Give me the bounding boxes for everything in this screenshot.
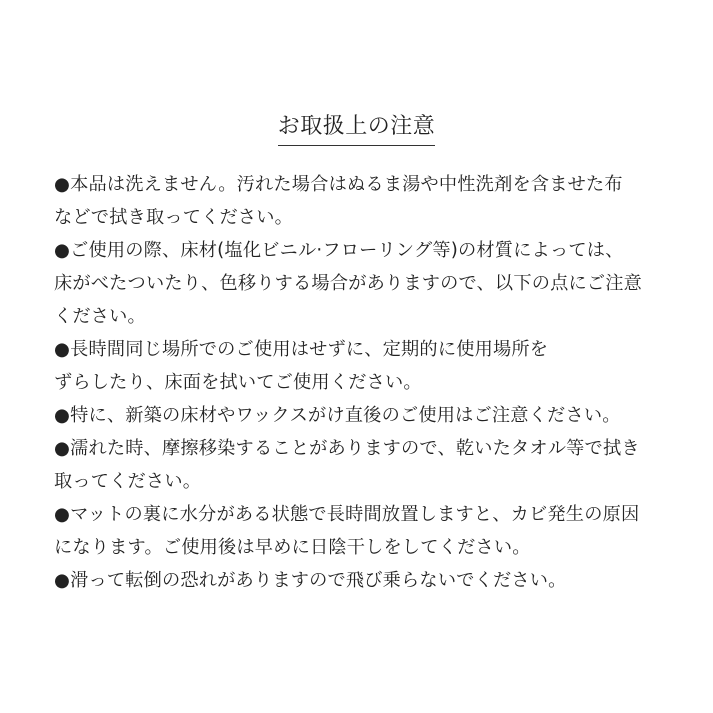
caution-line: ●本品は洗えません。汚れた場合はぬるま湯や中性洗剤を含ませた布 [54, 174, 623, 195]
caution-line: 取ってください。 [54, 471, 202, 492]
caution-line: ずらしたり、床面を拭いてご使用ください。 [54, 372, 422, 393]
caution-line: ●特に、新築の床材やワックスがけ直後のご使用はご注意ください。 [54, 405, 621, 426]
caution-line: になります。ご使用後は早めに日陰干しをしてください。 [54, 537, 531, 558]
page-title: お取扱上の注意 [278, 112, 436, 146]
caution-line: 床がべたついたり、色移りする場合がありますので、以下の点にご注意 [54, 273, 643, 294]
caution-line: ●長時間同じ場所でのご使用はせずに、定期的に使用場所を [54, 339, 549, 360]
caution-item [54, 432, 694, 498]
caution-item [54, 333, 694, 399]
caution-item [54, 399, 694, 432]
caution-item [54, 498, 694, 564]
caution-line: ください。 [54, 306, 146, 327]
caution-line: ●滑って転倒の恐れがありますので飛び乗らないでください。 [54, 570, 567, 591]
caution-line: ●濡れた時、摩擦移染することがありますので、乾いたタオル等で拭き [54, 438, 640, 459]
caution-item [54, 234, 694, 333]
title-container [0, 112, 713, 146]
caution-list [54, 168, 694, 597]
caution-line: などで拭き取ってください。 [54, 207, 294, 228]
caution-line: ●ご使用の際、床材(塩化ビニル·フローリング等)の材質によっては、 [54, 240, 624, 261]
caution-line: ●マットの裏に水分がある状態で長時間放置しますと、カビ発生の原因 [54, 504, 640, 525]
caution-item [54, 564, 694, 597]
caution-item [54, 168, 694, 234]
